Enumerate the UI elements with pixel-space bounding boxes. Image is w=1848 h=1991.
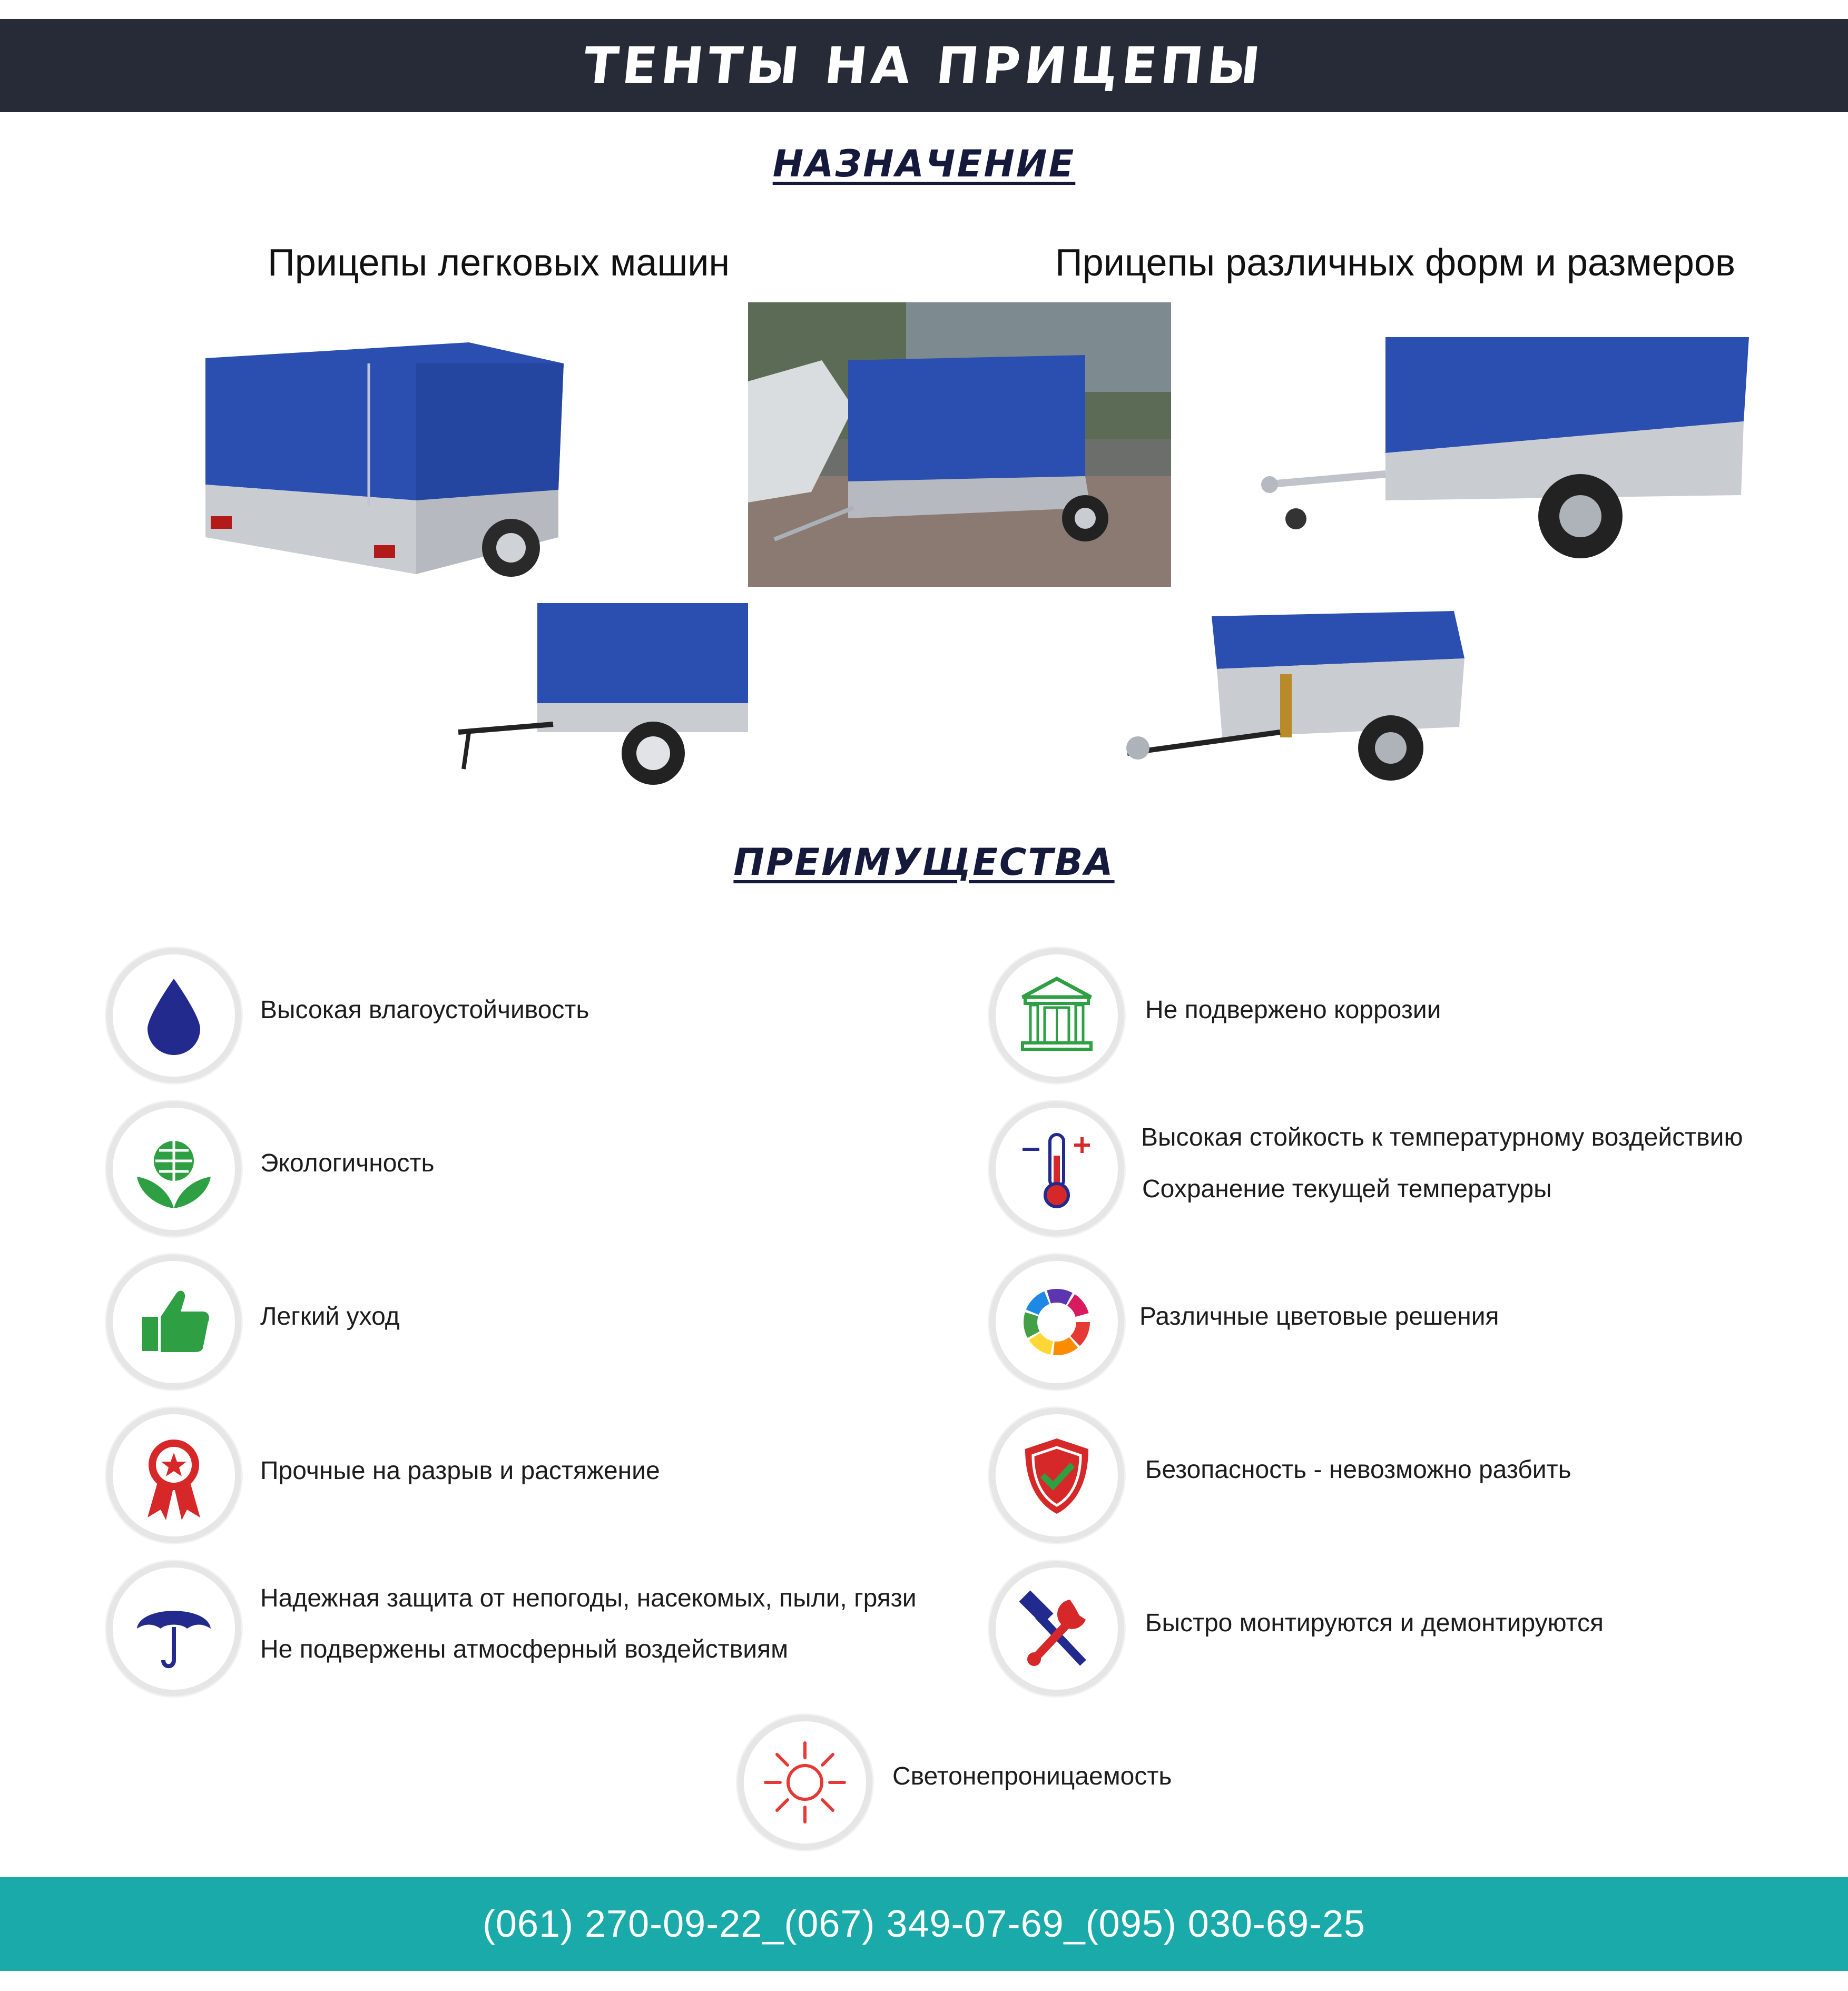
trailer-photo-small-left bbox=[448, 600, 753, 790]
corrosion-icon-badge bbox=[989, 948, 1124, 1083]
thermometer-icon bbox=[1007, 1119, 1107, 1219]
strength-icon-badge bbox=[106, 1408, 241, 1543]
advantage-water-text: Высокая влагоустойчивость bbox=[260, 996, 589, 1024]
purpose-label-shapes: Прицепы различных форм и размеров bbox=[1055, 242, 1736, 284]
trailer-photo-side bbox=[1254, 332, 1759, 574]
water-icon-badge bbox=[106, 948, 241, 1083]
light-icon-badge bbox=[738, 1715, 872, 1850]
advantage-protection-line1: Надежная защита от непогоды, насекомых, пыли, грязи bbox=[260, 1584, 917, 1612]
advantage-mounting-text: Быстро монтируются и демонтируются bbox=[1145, 1609, 1604, 1637]
water-drop-icon bbox=[124, 965, 224, 1066]
purpose-heading: НАЗНАЧЕНИЕ bbox=[772, 142, 1076, 185]
sun-icon bbox=[755, 1732, 855, 1832]
thumbs-up-icon bbox=[124, 1272, 224, 1372]
advantage-temperature-line1: Высокая стойкость к температурному воздействию bbox=[1141, 1123, 1743, 1151]
award-ribbon-icon bbox=[124, 1425, 224, 1525]
trailer-photo-outdoor bbox=[748, 302, 1171, 587]
contact-phones[interactable]: (061) 270-09-22_(067) 349-07-69_(095) 030-69-25 bbox=[482, 1903, 1366, 1945]
header-bar bbox=[0, 19, 1848, 112]
building-columns-icon bbox=[1007, 965, 1107, 1066]
shield-check-icon bbox=[1007, 1425, 1107, 1525]
advantage-protection-line2: Не подвержены атмосферный воздействиям bbox=[260, 1635, 789, 1663]
trailer-photo-small-right bbox=[1106, 600, 1475, 790]
footer-bar bbox=[0, 1877, 1848, 1971]
trailer-photo-rear bbox=[195, 332, 574, 585]
advantage-colors-text: Различные цветовые решения bbox=[1139, 1303, 1499, 1330]
globe-leaves-icon bbox=[124, 1119, 224, 1219]
mounting-icon-badge bbox=[989, 1561, 1124, 1696]
advantage-corrosion-text: Не подвержено коррозии bbox=[1145, 996, 1441, 1024]
safety-icon-badge bbox=[989, 1408, 1124, 1543]
advantage-safety-text: Безопасность - невозможно разбить bbox=[1145, 1456, 1571, 1484]
protection-icon-badge bbox=[106, 1561, 241, 1696]
advantage-care-text: Легкий уход bbox=[260, 1303, 400, 1330]
purpose-label-cars: Прицепы легковых машин bbox=[268, 242, 730, 284]
page-title: ТЕНТЫ НА ПРИЦЕПЫ bbox=[581, 36, 1267, 95]
eco-icon-badge bbox=[106, 1101, 241, 1236]
colors-icon-badge bbox=[989, 1255, 1124, 1389]
hammer-wrench-icon bbox=[1007, 1579, 1107, 1679]
advantage-eco-text: Экологичность bbox=[260, 1149, 435, 1177]
temperature-icon-badge bbox=[989, 1101, 1124, 1236]
umbrella-icon bbox=[124, 1579, 224, 1679]
advantages-heading: ПРЕИМУЩЕСТВА bbox=[733, 841, 1115, 884]
advantage-strength-text: Прочные на разрыв и растяжение bbox=[260, 1457, 660, 1485]
care-icon-badge bbox=[106, 1255, 241, 1389]
advantage-temperature-line2: Сохранение текущей температуры bbox=[1142, 1175, 1552, 1203]
advantage-light-text: Светонепроницаемость bbox=[892, 1762, 1172, 1790]
color-wheel-icon bbox=[1007, 1272, 1107, 1372]
